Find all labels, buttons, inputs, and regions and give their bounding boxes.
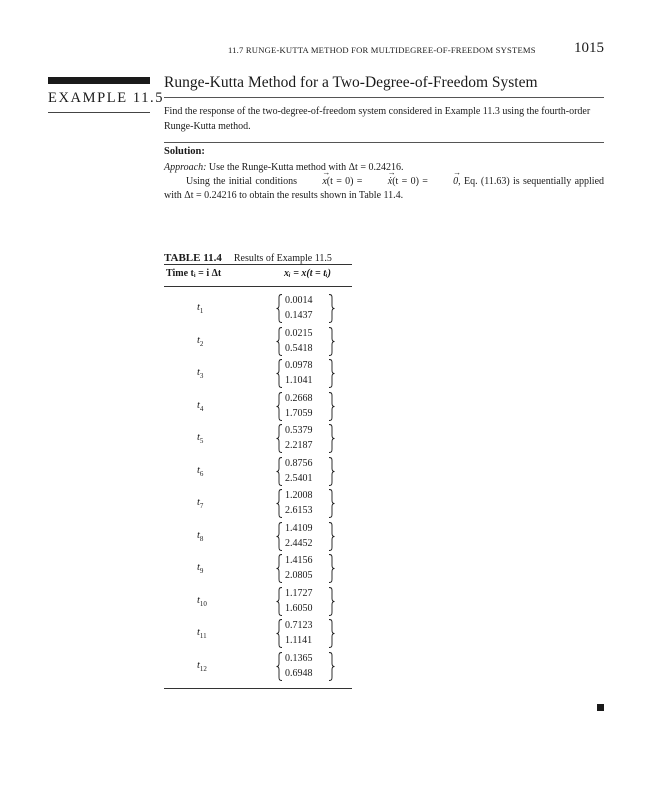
- table-row: [164, 293, 352, 326]
- value-x2: 0.6948: [285, 667, 313, 679]
- value-x2: 0.1437: [285, 310, 313, 321]
- table-row: [164, 391, 352, 424]
- value-x1: 1.1727: [285, 587, 313, 599]
- left-brace: [276, 294, 283, 323]
- left-brace: [276, 424, 283, 453]
- left-brace: [276, 554, 283, 583]
- left-brace: [276, 522, 283, 551]
- vector-cell: [276, 293, 336, 324]
- time-cell: [197, 432, 203, 445]
- time-index: 7: [199, 502, 204, 511]
- approach-label: Approach:: [164, 162, 207, 173]
- time-symbol: t: [197, 302, 200, 313]
- solution-heading: Solution:: [164, 146, 205, 157]
- value-x2: 2.5401: [285, 472, 313, 484]
- para-text-3: (t = 0) =: [392, 176, 432, 187]
- table-rule-top: [164, 264, 352, 265]
- time-index: 8: [199, 534, 204, 543]
- time-symbol: t: [197, 562, 200, 573]
- value-x1: 1.2008: [285, 490, 313, 501]
- value-x1: 0.5379: [285, 425, 313, 436]
- example-bar: [48, 77, 150, 84]
- table-header-time: Time tᵢ = i Δt: [166, 268, 222, 279]
- solution-paragraph: [164, 175, 604, 203]
- time-index: 12: [199, 664, 207, 673]
- example-title: Runge-Kutta Method for a Two-Degree-of-Freedom System: [164, 74, 538, 91]
- vector-cell: [276, 618, 336, 649]
- time-symbol: t: [197, 659, 200, 671]
- vector-cell: [276, 651, 336, 682]
- time-index: 5: [199, 437, 204, 446]
- table-row: [164, 586, 352, 619]
- value-x1: 0.0014: [285, 295, 313, 306]
- time-cell: [197, 627, 207, 640]
- time-cell: [197, 562, 203, 575]
- vector-cell: [276, 326, 336, 357]
- time-symbol: t: [197, 594, 200, 606]
- end-of-example-mark: [597, 704, 604, 711]
- left-brace: [276, 587, 283, 616]
- vector-cell: [276, 423, 336, 454]
- right-brace: [328, 522, 335, 551]
- value-x1: 0.0978: [285, 360, 313, 371]
- vector-xdot: ẋ →: [366, 175, 392, 189]
- left-brace: [276, 457, 283, 486]
- left-brace: [276, 652, 283, 681]
- right-brace: [328, 424, 335, 453]
- left-brace: [276, 359, 283, 388]
- table-row: [164, 358, 352, 391]
- value-x2: 2.6153: [285, 505, 313, 516]
- right-brace: [328, 587, 335, 616]
- time-cell: [197, 465, 203, 478]
- value-x2: 2.2187: [285, 440, 313, 451]
- right-brace: [328, 327, 335, 356]
- page-number: 1015: [574, 40, 604, 56]
- time-index: 2: [199, 339, 204, 348]
- table-row: [164, 488, 352, 521]
- right-brace: [328, 554, 335, 583]
- vector-cell: [276, 391, 336, 422]
- vector-cell: [276, 521, 336, 552]
- table-body: [164, 293, 352, 683]
- vector-cell: [276, 358, 336, 389]
- time-cell: [197, 335, 203, 348]
- value-x2: 1.1141: [285, 635, 313, 646]
- table-row: [164, 456, 352, 489]
- value-x1: 0.8756: [285, 457, 313, 469]
- running-head-section: 11.7 RUNGE-KUTTA METHOD FOR MULTIDEGREE-OF-FREEDOM SYSTEMS: [228, 45, 536, 55]
- left-brace: [276, 489, 283, 518]
- problem-statement: Find the response of the two-degree-of-freedom system considered in Example 11.3 using the fourth-order Runge-Kutta method.: [164, 106, 591, 132]
- table-rule-mid: [164, 286, 352, 287]
- value-x2: 2.0805: [285, 570, 313, 581]
- value-x2: 2.4452: [285, 537, 313, 549]
- right-brace: [328, 489, 335, 518]
- time-cell: [197, 660, 207, 673]
- value-x2: 1.7059: [285, 407, 313, 419]
- time-symbol: t: [197, 399, 200, 411]
- table-row: [164, 618, 352, 651]
- value-x1: 0.7123: [285, 620, 313, 631]
- value-x1: 1.4109: [285, 522, 313, 534]
- right-brace: [328, 392, 335, 421]
- time-cell: [197, 530, 203, 543]
- time-index: 11: [199, 632, 207, 641]
- right-brace: [328, 619, 335, 648]
- right-brace: [328, 359, 335, 388]
- time-cell: [197, 367, 203, 380]
- running-head: [228, 40, 604, 60]
- right-brace: [328, 652, 335, 681]
- table-header-value: xᵢ = x(t = tᵢ): [284, 268, 332, 279]
- value-x1: 0.2668: [285, 392, 313, 404]
- vector-zero: 0 →: [431, 175, 458, 189]
- time-index: 3: [199, 372, 204, 381]
- time-symbol: t: [197, 367, 200, 378]
- vector-cell: [276, 586, 336, 617]
- title-rule: [164, 97, 604, 98]
- table-row: [164, 521, 352, 554]
- left-brace: [276, 392, 283, 421]
- vector-x: x →: [300, 175, 326, 189]
- time-index: 4: [199, 404, 204, 413]
- table-caption-text: Results of Example 11.5: [233, 253, 332, 264]
- table-rule-bottom: [164, 688, 352, 689]
- time-cell: [197, 302, 203, 315]
- table-label: TABLE 11.4: [164, 252, 222, 264]
- time-cell: [197, 595, 207, 608]
- time-symbol: t: [197, 627, 200, 638]
- problem-rule: [164, 142, 604, 143]
- time-index: 6: [199, 469, 204, 478]
- para-text-1: Using the initial conditions: [186, 176, 301, 187]
- table-row: [164, 651, 352, 684]
- example-label: EXAMPLE 11.5: [48, 90, 165, 106]
- time-symbol: t: [197, 334, 200, 346]
- para-text-2: (t = 0) =: [326, 176, 366, 187]
- right-brace: [328, 457, 335, 486]
- example-label-rule: [48, 112, 150, 113]
- time-index: 9: [199, 567, 204, 576]
- time-index: 10: [199, 599, 207, 608]
- para-text-4: , Eq. (11.63) is sequentially applied with Δt = 0.24216 to obtain the results shown in Table 11.4.: [164, 176, 605, 201]
- vector-cell: [276, 488, 336, 519]
- time-symbol: t: [197, 432, 200, 443]
- value-x2: 0.5418: [285, 342, 313, 354]
- value-x1: 1.4156: [285, 555, 313, 566]
- value-x1: 0.1365: [285, 652, 313, 664]
- time-symbol: t: [197, 464, 200, 476]
- time-cell: [197, 497, 203, 510]
- left-brace: [276, 619, 283, 648]
- approach-text: Use the Runge-Kutta method with Δt = 0.24216.: [208, 162, 404, 173]
- time-cell: [197, 400, 203, 413]
- vector-cell: [276, 553, 336, 584]
- value-x2: 1.1041: [285, 375, 313, 386]
- table-row: [164, 326, 352, 359]
- time-symbol: t: [197, 497, 200, 508]
- table-row: [164, 553, 352, 586]
- time-index: 1: [199, 307, 204, 316]
- value-x1: 0.0215: [285, 327, 313, 339]
- right-brace: [328, 294, 335, 323]
- table-row: [164, 423, 352, 456]
- value-x2: 1.6050: [285, 602, 313, 614]
- left-brace: [276, 327, 283, 356]
- vector-cell: [276, 456, 336, 487]
- time-symbol: t: [197, 529, 200, 541]
